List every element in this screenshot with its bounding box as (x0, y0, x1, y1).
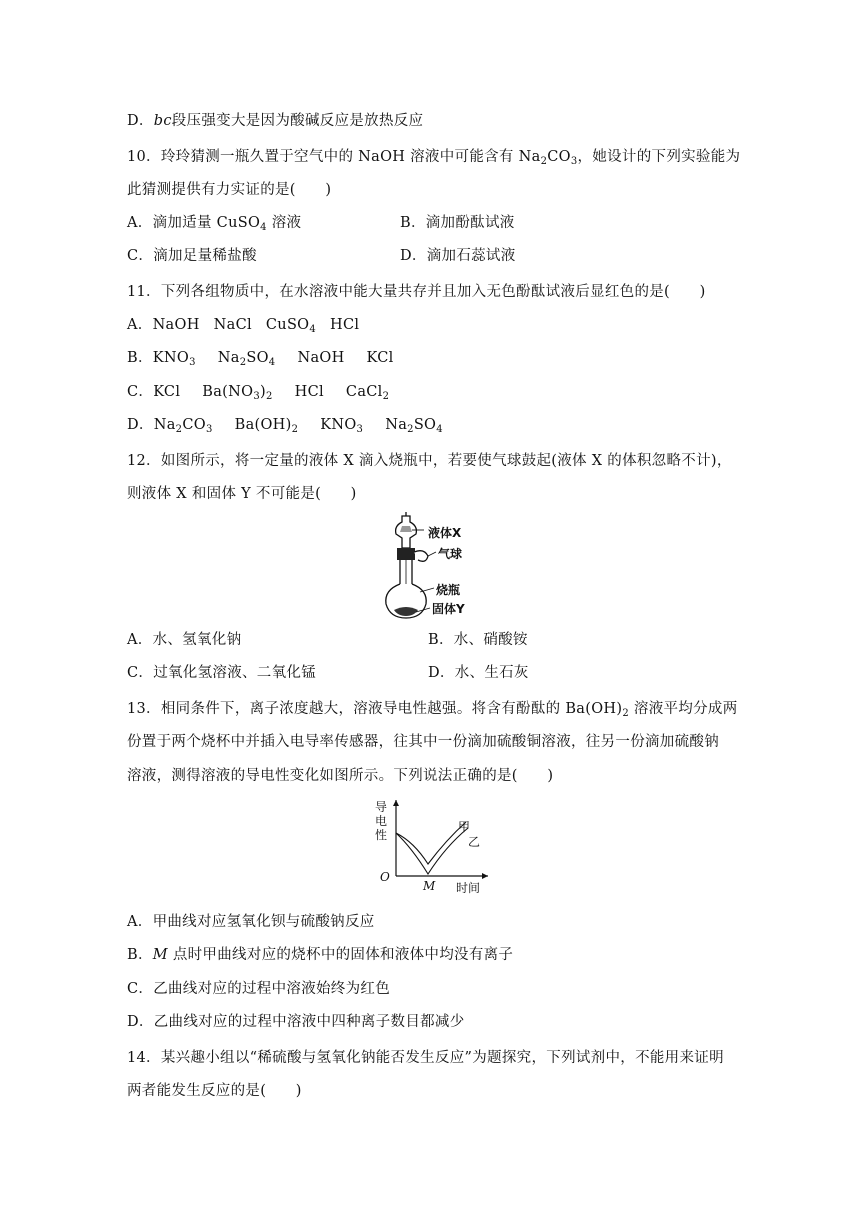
text: HCl (294, 384, 324, 400)
q10-option-c: C．滴加足量稀盐酸 (127, 248, 257, 264)
q13-stem-line1 (127, 699, 738, 719)
option-letter: D． (127, 113, 154, 129)
q11-stem: 11．下列各组物质中，在水溶液中能大量共存并且加入无色酚酞试液后显红色的是( ) (127, 284, 706, 300)
q13-stem-line3: 溶液，测得溶液的导电性变化如图所示。下列说法正确的是( ) (127, 768, 554, 784)
q11-option-b (127, 348, 394, 368)
text: A．NaOH (127, 317, 200, 333)
segment-label: bc (153, 113, 172, 129)
text: KCl (366, 350, 394, 366)
text: CO (547, 149, 571, 165)
text: Na (385, 417, 408, 433)
q11-option-d (127, 415, 443, 435)
option-text: 段压强变大是因为酸碱反应是放热反应 (171, 113, 424, 129)
subscript: 4 (309, 324, 317, 335)
q14-stem-line1: 14．某兴趣小组以“稀硫酸与氢氧化钠能否发生反应”为题探究，下列试剂中，不能用来证明 (127, 1050, 724, 1066)
text: A．滴加适量 CuSO (127, 215, 261, 231)
q11-option-c (127, 382, 389, 402)
subscript: 3 (570, 156, 578, 167)
point-m: M (152, 947, 168, 963)
q11-option-a (127, 315, 359, 335)
text: C．KCl (127, 384, 181, 400)
text: 13．相同条件下，离子浓度越大，溶液导电性越强。将含有酚酞的 Ba(OH) (127, 701, 623, 717)
q12-option-b: B．水、硝酸铵 (428, 632, 528, 648)
text: Ba(OH) (234, 417, 292, 433)
subscript: 2 (265, 391, 273, 402)
text: ，她设计的下列实验能为 (577, 149, 741, 165)
curve-jia (396, 822, 466, 864)
q12-option-c: C．过氧化氢溶液、二氧化锰 (127, 665, 316, 681)
text: HCl (330, 317, 360, 333)
subscript: 4 (268, 357, 276, 368)
q13-option-d: D．乙曲线对应的过程中溶液中四种离子数目都减少 (127, 1014, 465, 1030)
text: B．KNO (127, 350, 190, 366)
q13-stem-line2: 份置于两个烧杯中并插入电导率传感器，往其中一份滴加硫酸铜溶液，往另一份滴加硫酸钠 (127, 734, 719, 750)
text: NaCl (213, 317, 252, 333)
subscript: 4 (436, 424, 443, 435)
q13-option-c: C．乙曲线对应的过程中溶液始终为红色 (127, 981, 390, 997)
q12-stem-line2: 则液体 X 和固体 Y 不可能是( ) (127, 486, 357, 502)
graph-point-m: M (423, 879, 436, 893)
text: SO (246, 350, 269, 366)
text: CuSO (265, 317, 310, 333)
text: D．Na (127, 417, 176, 433)
graph-ylabel (375, 800, 387, 842)
q12-option-d: D．水、生石灰 (428, 665, 529, 681)
text: CaCl (345, 384, 383, 400)
label-solid-y: 固体Y (432, 602, 465, 616)
text: NaOH (297, 350, 345, 366)
subscript: 3 (356, 424, 364, 435)
text: CO (182, 417, 206, 433)
text: KNO (320, 417, 357, 433)
text: Na (217, 350, 240, 366)
q10-stem-line1 (127, 147, 740, 167)
q10-option-d: D．滴加石蕊试液 (400, 248, 516, 264)
q14-stem-line2: 两者能发生反应的是( ) (127, 1083, 302, 1099)
ylabel-char: 电 (375, 814, 388, 828)
text: SO (413, 417, 437, 433)
text: 10．玲玲猜测一瓶久置于空气中的 NaOH 溶液中可能含有 Na (127, 149, 541, 165)
label-liquid-x: 液体X (428, 526, 462, 540)
subscript: 2 (239, 357, 247, 368)
subscript: 2 (622, 708, 629, 719)
balloon (414, 551, 428, 562)
q12-stem-line1: 12．如图所示，将一定量的液体 X 滴入烧瓶中，若要使气球鼓起(液体 X 的体积忽略不计)， (127, 453, 732, 469)
text: 溶液 (266, 215, 302, 231)
q10-options-cd (127, 246, 727, 266)
q10-option-a (127, 215, 301, 231)
label-flask: 烧瓶 (436, 583, 461, 597)
label-yi: 乙 (468, 835, 481, 849)
q13-option-b (127, 945, 513, 965)
graph-origin: O (380, 870, 390, 884)
text: ) (260, 384, 266, 400)
subscript: 3 (189, 357, 196, 368)
graph-xlabel: 时间 (456, 881, 481, 895)
q10-option-b: B．滴加酚酞试液 (400, 215, 515, 231)
text: 溶液平均分成两 (628, 701, 738, 717)
subscript: 2 (407, 424, 414, 435)
liquid-x (400, 526, 412, 532)
text: 点时甲曲线对应的烧杯中的固体和液体中均没有离子 (167, 947, 514, 963)
q12-options-cd (127, 663, 727, 683)
stopper (397, 548, 415, 560)
ylabel-char: 导 (375, 800, 388, 814)
subscript: 2 (382, 391, 390, 402)
q12-option-a: A．水、氢氧化钠 (127, 632, 242, 648)
subscript: 3 (253, 391, 260, 402)
label-balloon: 气球 (438, 547, 463, 561)
subscript: 2 (291, 424, 299, 435)
subscript: 2 (175, 424, 183, 435)
q12-options-ab (127, 630, 727, 650)
subscript: 2 (540, 156, 548, 167)
subscript: 3 (205, 424, 213, 435)
q10-options-ab (127, 213, 727, 233)
text: B． (127, 947, 153, 963)
text: Ba(NO (202, 384, 254, 400)
q9-option-d (127, 111, 423, 131)
q10-stem-line2: 此猜测提供有力实证的是( ) (127, 182, 332, 198)
subscript: 4 (260, 222, 267, 233)
q13-option-a: A．甲曲线对应氢氧化钡与硫酸钠反应 (127, 914, 375, 930)
ylabel-char: 性 (375, 828, 388, 842)
label-jia: 甲 (458, 820, 471, 834)
